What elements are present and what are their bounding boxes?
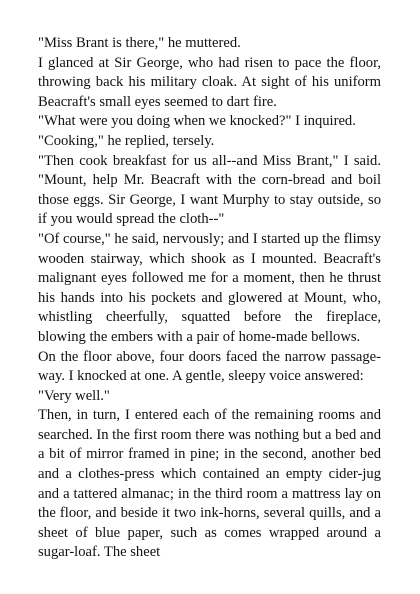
paragraph-3: "What were you doing when we knocked?" I inquired.: [38, 113, 356, 130]
paragraph-1: "Miss Brant is there," he muttered.: [38, 35, 241, 51]
paragraph-9: Then, in turn, I entered each of the remaining rooms and searched. In the first room there was nothing but a bed and a bit of mirror framed in pine; in the second, another bed and a clothes-press which contained an empty cider-jug and a tattered almanac; in the third room a mattress lay on the floor, and beside it two ink-horns, several quills, and a sheet of blue paper, such as comes wrapped around a sugar-loaf. The sheet: [38, 407, 381, 561]
paragraph-7: On the floor above, four doors faced the narrow passage-way. I knocked at one. A gentle, sleepy voice answered:: [38, 348, 381, 385]
paragraph-2: I glanced at Sir George, who had risen to pace the floor, throwing back his military cloak. At sight of his uniform Beacraft's small eyes seemed to dart fire.: [38, 54, 381, 110]
paragraph-8: "Very well.": [38, 387, 110, 404]
book-page-text: [38, 34, 381, 563]
paragraph-4: "Cooking," he replied, tersely.: [38, 132, 215, 149]
paragraph-5: "Then cook breakfast for us all--and Miss Brant," I said. "Mount, help Mr. Beacraft with the corn-bread and boil those eggs. Sir George, I want Murphy to stay outside, so if you would spread the cloth--": [38, 152, 381, 228]
paragraph-6: "Of course," he said, nervously; and I started up the flimsy wooden stairway, which shook as I mounted. Beacraft's malignant eyes followed me for a moment, then he thrust his hands into his pockets and glowered at Mount, who, whistling cheerfully, squatted before the fireplace, blowing the embers with a pair of home-made bellows.: [38, 230, 381, 345]
